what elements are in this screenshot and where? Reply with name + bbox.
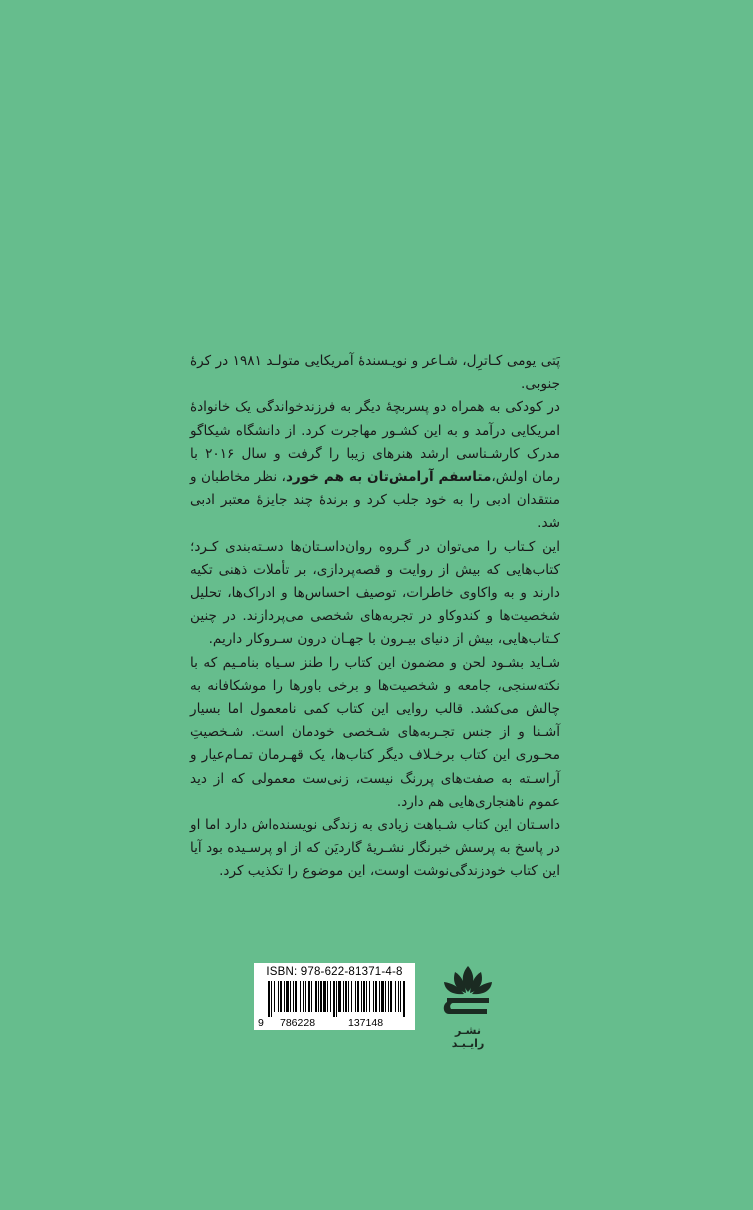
barcode-digits-right: 137148 bbox=[348, 1017, 384, 1029]
author-bio-text-start: در کودکی به همراه دو پسربچهٔ دیگر به فرزندخواندگی یک خانوادهٔ امریکایی درآمد و به این کشـور مهاجرت کرد. از دانشگاه شیکاگو مدرک کارشـناسی ارشد هنرهای زیبا را گرفت و سال ۲۰۱۶ با رمان اولش، bbox=[190, 399, 560, 486]
publisher-logo bbox=[437, 962, 499, 1050]
tone-description: شـاید بشـود لحن و مضمون این کتاب را طنز سـیاه بنامـیم که با نکته‌سنجی، جامعه و شخصیت‌ها و برخی باورها را موشکافانه به چالش می‌کشد. قالب روایی این کتاب کمی نامعمول اما بسیار آشـنا و از جنس تجـربه‌های شـخصی خودمان است. شـخصیتِ محـوری این کتاب برخـلاف دیگر کتاب‌ها، یک قهـرمان تمـام‌عیار و آراسـته به صفت‌های پررنگ نیست، زنی‌ست معمولی که از دید عموم ناهنجاری‌هایی هم دارد. bbox=[190, 654, 560, 810]
autobiography-note: داسـتان این کتاب شـباهت زیادی به زندگی نویسنده‌اش دارد اما او در پاسخ به پرسش خبرنگار نشـریهٔ گاردیَن که از او پرسـیده بود آیا این کتاب خودزندگی‌نوشت اوست، این موضوع را تکذیب کرد. bbox=[190, 817, 560, 880]
barcode-digits bbox=[258, 1017, 411, 1029]
debut-novel-title: متاسفم آرامش‌تان به هم خورد bbox=[285, 469, 492, 486]
author-intro: پَتی یومی کـاترِل، شـاعر و نویـسندهٔ آمریکایی متولـد ۱۹۸۱ در کرهٔ جنوبی. bbox=[190, 353, 560, 393]
barcode-bars bbox=[260, 981, 409, 1017]
genre-description: این کـتاب را می‌توان در گـروه روان‌داسـتان‌ها دسـته‌بندی کـرد؛ کتاب‌هایی که بیش از روایت و قصه‌پردازی، بر تأملات ذهنی تکیه دارند و به واکاوی خاطرات، توصیف احساس‌ها و ادراک‌ها، تحلیل شخصیت‌ها و کندوکاو در تجربه‌های شخصی می‌پردازند. در چنین کـتاب‌هایی، بیش از دنیای بیـرون با جهـان درون سـروکار داریم. bbox=[190, 538, 560, 648]
isbn-barcode bbox=[254, 963, 415, 1030]
author-bio bbox=[190, 396, 560, 535]
barcode-digits-left: 786228 bbox=[280, 1017, 316, 1029]
isbn-label: ISBN: 978-622-81371-4-8 bbox=[266, 966, 403, 978]
lotus-icon bbox=[437, 962, 499, 1022]
author-bio-text-end: ، نظر مخاطبان و منتقدان ادبی را به خود جلب کرد و برندهٔ چند جایزهٔ معتبر ادبی شد. bbox=[190, 469, 560, 532]
back-cover-blurb bbox=[190, 350, 560, 884]
barcode-digit-lead: 9 bbox=[258, 1017, 264, 1029]
publisher-name: نشـر رایـبـد bbox=[451, 1024, 485, 1050]
